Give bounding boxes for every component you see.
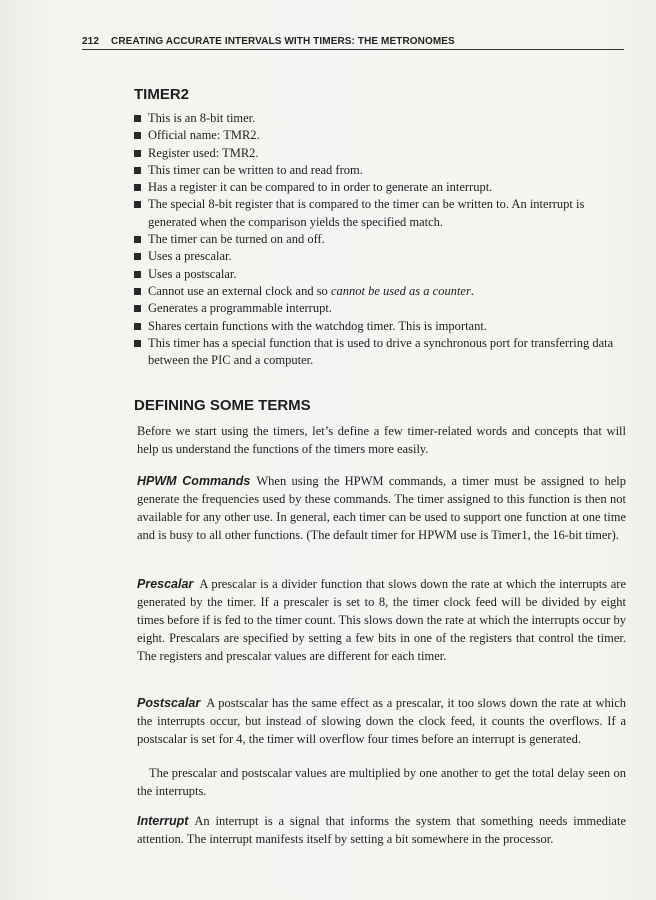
list-item: Has a register it can be compared to in order to generate an interrupt.: [134, 179, 626, 196]
list-item: Shares certain functions with the watchdog timer. This is important.: [134, 318, 626, 335]
list-item: The timer can be turned on and off.: [134, 231, 626, 248]
bullet-icon: [134, 305, 141, 312]
list-item: This timer has a special function that is used to drive a synchronous port for transferring data between the PIC and a computer.: [134, 335, 626, 370]
bullet-icon: [134, 271, 141, 278]
bullet-icon: [134, 201, 141, 208]
list-item: This timer can be written to and read from.: [134, 162, 626, 179]
list-item: Uses a postscalar.: [134, 266, 626, 283]
terms-intro-paragraph: Before we start using the timers, let’s define a few timer-related words and concepts that will help us understand the functions of the timers more easily.: [137, 424, 626, 457]
list-item: Register used: TMR2.: [134, 145, 626, 162]
page-number: 212: [82, 36, 99, 47]
chapter-title: CREATING ACCURATE INTERVALS WITH TIMERS: THE METRONOMES: [111, 36, 455, 47]
term-postscalar: Postscalar: [137, 696, 201, 710]
list-item: Official name: TMR2.: [134, 127, 626, 144]
bullet-icon: [134, 253, 141, 260]
bullet-icon: [134, 184, 141, 191]
hpwm-paragraph: HPWM Commands When using the HPWM commands, a timer must be assigned to help generate the frequencies used by these commands. The timer assigned to this function is then not available for any other use. In general, each timer can be used to support one function at one time and is busy to all other functions. (The default timer for HPWM use is Timer1, the 16-bit timer).: [137, 474, 626, 543]
list-item: Uses a prescalar.: [134, 248, 626, 265]
prescalar-paragraph: Prescalar A prescalar is a divider function that slows down the rate at which the interrupts are generated by the timer. If a prescaler is set to 8, the timer clock feed will be divided by eight times before if is fed to the timer count. This slows down the rate at which the interrupts occur by eight. Prescalars are specified by setting a few bits in one of the registers that control the timer. The registers and prescalar values are different for each timer.: [137, 577, 626, 664]
list-item: This is an 8-bit timer.: [134, 110, 626, 127]
term-hpwm-commands: HPWM Commands: [137, 474, 251, 488]
bullet-icon: [134, 150, 141, 157]
bullet-icon: [134, 323, 141, 330]
list-item: The special 8-bit register that is compared to the timer can be written to. An interrupt is generated when the comparison yields the specified match.: [134, 196, 626, 231]
running-header: [82, 36, 624, 50]
term-interrupt: Interrupt: [137, 814, 189, 828]
postscalar-followup-paragraph: The prescalar and postscalar values are multiplied by one another to get the total delay seen on the interrupts.: [137, 766, 626, 799]
postscalar-paragraph: Postscalar A postscalar has the same effect as a prescalar, it too slows down the rate at which the interrupts occur, but instead of slowing down the clock feed, it counts the overflows. If a postscalar is set for 4, the timer will overflow four times before an interrupt is generated.: [137, 696, 626, 747]
bullet-icon: [134, 340, 141, 347]
term-prescalar: Prescalar: [137, 577, 194, 591]
bullet-icon: [134, 167, 141, 174]
bullet-icon: [134, 236, 141, 243]
timer2-bullet-list: [134, 110, 626, 369]
section-heading-timer2: TIMER2: [134, 86, 190, 103]
interrupt-paragraph: Interrupt An interrupt is a signal that informs the system that something needs immediate attention. The interrupt manifests itself by setting a bit somewhere in the processor.: [137, 814, 626, 847]
list-item: Generates a programmable interrupt.: [134, 300, 626, 317]
bullet-icon: [134, 115, 141, 122]
section-heading-defining-terms: DEFINING SOME TERMS: [134, 397, 311, 414]
bullet-icon: [134, 132, 141, 139]
list-item: Cannot use an external clock and so cannot be used as a counter.: [134, 283, 626, 300]
bullet-icon: [134, 288, 141, 295]
emphasized-text: cannot be used as a counter: [330, 283, 471, 298]
